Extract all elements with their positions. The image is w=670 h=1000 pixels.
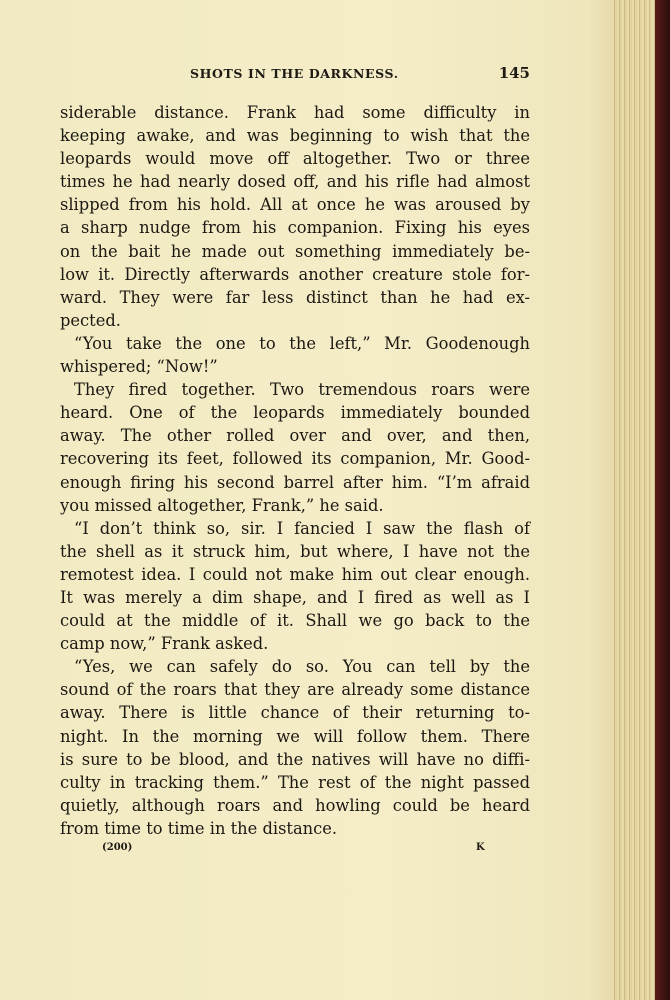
text-line: “Yes, we can safely do so. You can tell by the <box>74 657 530 677</box>
page-number: 145 <box>498 64 530 82</box>
text-line: a sharp nudge from his companion. Fixing his eyes <box>60 218 530 238</box>
running-title: SHOTS IN THE DARKNESS. <box>190 66 399 81</box>
text-line: the shell as it struck him, but where, I have not the <box>60 541 530 561</box>
text-line: sound of the roars that they are already some distance <box>60 680 530 700</box>
text-line: could at the middle of it. Shall we go back to the <box>60 611 530 631</box>
book-cover-edge <box>655 0 670 1000</box>
text-line: on the bait he made out something immediately be- <box>60 241 530 261</box>
text-line: keeping awake, and was beginning to wish that the <box>60 126 530 146</box>
text-line: whispered; “Now!” <box>60 357 218 377</box>
text-line: enough firing his second barrel after him. “I’m afraid <box>60 472 530 492</box>
text-line: low it. Directly afterwards another creature stole for- <box>60 264 530 284</box>
text-line: They fired together. Two tremendous roars were <box>74 380 530 400</box>
text-line: night. In the morning we will follow them. There <box>60 726 530 746</box>
text-line: “You take the one to the left,” Mr. Goodenough <box>74 333 530 353</box>
text-line: It was merely a dim shape, and I fired as well as I <box>60 587 530 607</box>
text-line: away. There is little chance of their returning to- <box>60 703 530 723</box>
text-line: pected. <box>60 310 121 330</box>
text-line: times he had nearly dosed off, and his rifle had almost <box>60 172 530 192</box>
text-line: from time to time in the distance. <box>60 818 338 838</box>
running-header <box>60 66 530 86</box>
body-text <box>60 101 530 840</box>
text-line: quietly, although roars and howling could be heard <box>60 795 530 815</box>
text-line: camp now,” Frank asked. <box>60 634 269 654</box>
text-line: heard. One of the leopards immediately bounded <box>60 403 530 423</box>
text-line: slipped from his hold. All at once he was aroused by <box>60 195 530 215</box>
text-line: recovering its feet, followed its companion, Mr. Good- <box>60 449 530 469</box>
signature-mark: K <box>476 842 485 853</box>
text-line: away. The other rolled over and over, and then, <box>60 426 530 446</box>
text-line: is sure to be blood, and the natives will have no diffi- <box>60 749 530 769</box>
text-line: siderable distance. Frank had some difficulty in <box>60 103 530 122</box>
text-line: culty in tracking them.” The rest of the night passed <box>60 772 530 792</box>
text-line: “I don’t think so, sir. I fancied I saw the flash of <box>74 518 530 538</box>
text-line: ward. They were far less distinct than he had ex- <box>60 287 530 307</box>
text-line: you missed altogether, Frank,” he said. <box>60 495 384 515</box>
text-line: remotest idea. I could not make him out clear enough. <box>60 564 530 584</box>
text-line: leopards would move off altogether. Two or three <box>60 149 530 169</box>
printer-code: (200) <box>102 842 133 853</box>
